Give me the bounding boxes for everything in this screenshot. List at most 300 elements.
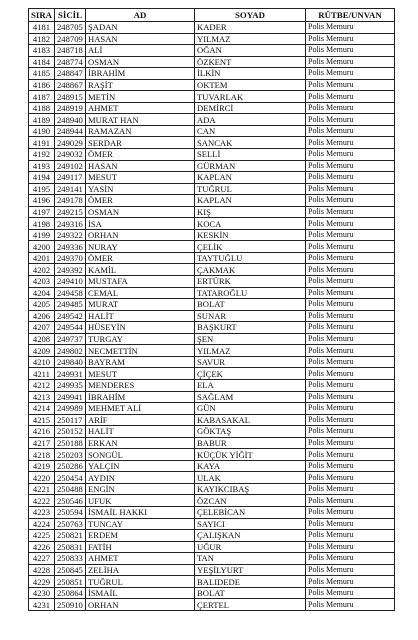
cell-sira: 4216 <box>29 426 55 438</box>
cell-ad: MURAT HAN <box>86 114 195 126</box>
cell-sira: 4199 <box>29 229 55 241</box>
cell-ad: AHMET <box>86 102 195 114</box>
cell-sira: 4222 <box>29 495 55 507</box>
cell-soyad: KAPLAN <box>195 172 306 184</box>
cell-sicil: 248915 <box>55 91 86 103</box>
cell-soyad: OĞAN <box>195 45 306 57</box>
cell-sicil: 250831 <box>55 541 86 553</box>
table-row <box>29 310 395 322</box>
cell-sicil: 249542 <box>55 310 86 322</box>
table-row <box>29 299 395 311</box>
cell-rutbe: Polis Memuru <box>306 45 395 57</box>
cell-soyad: UĞUR <box>195 541 306 553</box>
cell-ad: ARİF <box>86 414 195 426</box>
table-row <box>29 530 395 542</box>
cell-rutbe: Polis Memuru <box>306 576 395 588</box>
cell-sira: 4209 <box>29 345 55 357</box>
table-row <box>29 403 395 415</box>
table-row <box>29 553 395 565</box>
cell-sicil: 250286 <box>55 460 86 472</box>
table-row <box>29 114 395 126</box>
cell-sicil: 249485 <box>55 299 86 311</box>
cell-rutbe: Polis Memuru <box>306 495 395 507</box>
cell-sira: 4223 <box>29 506 55 518</box>
cell-ad: MUSTAFA <box>86 276 195 288</box>
cell-soyad: GÜRMAN <box>195 160 306 172</box>
cell-soyad: ADA <box>195 114 306 126</box>
cell-soyad: TAYTUĞLU <box>195 252 306 264</box>
cell-ad: İSMAİL HAKKI <box>86 506 195 518</box>
cell-soyad: TAN <box>195 553 306 565</box>
table-row <box>29 541 395 553</box>
table-row <box>29 483 395 495</box>
cell-rutbe: Polis Memuru <box>306 333 395 345</box>
cell-ad: NURAY <box>86 241 195 253</box>
cell-rutbe: Polis Memuru <box>306 530 395 542</box>
cell-rutbe: Polis Memuru <box>306 114 395 126</box>
cell-sicil: 248774 <box>55 56 86 68</box>
cell-sicil: 249102 <box>55 160 86 172</box>
personnel-table <box>28 8 395 611</box>
cell-sicil: 249840 <box>55 356 86 368</box>
table-row <box>29 68 395 80</box>
cell-sira: 4221 <box>29 483 55 495</box>
cell-sira: 4202 <box>29 264 55 276</box>
cell-ad: HALİT <box>86 310 195 322</box>
cell-rutbe: Polis Memuru <box>306 218 395 230</box>
cell-ad: İBRAHİM <box>86 391 195 403</box>
cell-soyad: SANCAK <box>195 137 306 149</box>
cell-rutbe: Polis Memuru <box>306 391 395 403</box>
table-row <box>29 518 395 530</box>
table-row <box>29 576 395 588</box>
cell-soyad: ÇELEBİCAN <box>195 506 306 518</box>
cell-ad: ZELİHA <box>86 564 195 576</box>
cell-sicil: 249935 <box>55 379 86 391</box>
table-row <box>29 322 395 334</box>
cell-ad: NECMETTİN <box>86 345 195 357</box>
cell-ad: HASAN <box>86 33 195 45</box>
cell-ad: YALÇIN <box>86 460 195 472</box>
cell-ad: ERKAN <box>86 437 195 449</box>
table-body <box>29 22 395 611</box>
cell-sicil: 250117 <box>55 414 86 426</box>
cell-sira: 4198 <box>29 218 55 230</box>
cell-sira: 4214 <box>29 403 55 415</box>
table-row <box>29 495 395 507</box>
cell-soyad: GÖKTAŞ <box>195 426 306 438</box>
cell-sira: 4217 <box>29 437 55 449</box>
cell-sicil: 249322 <box>55 229 86 241</box>
cell-ad: AHMET <box>86 553 195 565</box>
cell-ad: TUNCAY <box>86 518 195 530</box>
cell-rutbe: Polis Memuru <box>306 587 395 599</box>
cell-ad: UFUK <box>86 495 195 507</box>
table-row <box>29 426 395 438</box>
cell-sira: 4230 <box>29 587 55 599</box>
cell-rutbe: Polis Memuru <box>306 22 395 34</box>
cell-soyad: KAYA <box>195 460 306 472</box>
cell-rutbe: Polis Memuru <box>306 414 395 426</box>
cell-ad: ALİ <box>86 45 195 57</box>
cell-sicil: 249215 <box>55 206 86 218</box>
cell-rutbe: Polis Memuru <box>306 310 395 322</box>
cell-sicil: 249941 <box>55 391 86 403</box>
cell-ad: İSMAİL <box>86 587 195 599</box>
cell-sira: 4182 <box>29 33 55 45</box>
cell-soyad: BALIDEDE <box>195 576 306 588</box>
cell-sicil: 248709 <box>55 33 86 45</box>
cell-sicil: 250851 <box>55 576 86 588</box>
table-row <box>29 183 395 195</box>
cell-ad: İBRAHİM <box>86 68 195 80</box>
cell-sicil: 249989 <box>55 403 86 415</box>
cell-ad: TURGAY <box>86 333 195 345</box>
cell-soyad: YEŞİLYURT <box>195 564 306 576</box>
cell-sicil: 249392 <box>55 264 86 276</box>
cell-sira: 4206 <box>29 310 55 322</box>
cell-rutbe: Polis Memuru <box>306 276 395 288</box>
cell-ad: ENGİN <box>86 483 195 495</box>
cell-ad: METİN <box>86 91 195 103</box>
cell-rutbe: Polis Memuru <box>306 426 395 438</box>
cell-sicil: 250488 <box>55 483 86 495</box>
cell-rutbe: Polis Memuru <box>306 299 395 311</box>
cell-ad: HÜSEYİN <box>86 322 195 334</box>
table-row <box>29 91 395 103</box>
cell-sicil: 250864 <box>55 587 86 599</box>
cell-sicil: 250910 <box>55 599 86 611</box>
cell-sira: 4224 <box>29 518 55 530</box>
cell-rutbe: Polis Memuru <box>306 195 395 207</box>
table-row <box>29 599 395 611</box>
cell-soyad: KAYIKCIBAŞ <box>195 483 306 495</box>
table-row <box>29 391 395 403</box>
cell-soyad: ÇALIŞKAN <box>195 530 306 542</box>
cell-rutbe: Polis Memuru <box>306 79 395 91</box>
cell-rutbe: Polis Memuru <box>306 472 395 484</box>
cell-rutbe: Polis Memuru <box>306 287 395 299</box>
cell-sira: 4190 <box>29 125 55 137</box>
cell-rutbe: Polis Memuru <box>306 252 395 264</box>
table-row <box>29 241 395 253</box>
cell-soyad: BABUR <box>195 437 306 449</box>
cell-sira: 4226 <box>29 541 55 553</box>
cell-rutbe: Polis Memuru <box>306 599 395 611</box>
cell-sira: 4197 <box>29 206 55 218</box>
cell-soyad: DEMİRCİ <box>195 102 306 114</box>
table-row <box>29 333 395 345</box>
cell-sira: 4215 <box>29 414 55 426</box>
cell-rutbe: Polis Memuru <box>306 149 395 161</box>
cell-rutbe: Polis Memuru <box>306 264 395 276</box>
cell-rutbe: Polis Memuru <box>306 506 395 518</box>
table-row <box>29 22 395 34</box>
cell-sira: 4210 <box>29 356 55 368</box>
cell-sicil: 248919 <box>55 102 86 114</box>
cell-sira: 4228 <box>29 564 55 576</box>
cell-rutbe: Polis Memuru <box>306 241 395 253</box>
cell-sicil: 248867 <box>55 79 86 91</box>
cell-ad: CEMAL <box>86 287 195 299</box>
cell-sicil: 249458 <box>55 287 86 299</box>
table-row <box>29 287 395 299</box>
cell-ad: HASAN <box>86 160 195 172</box>
cell-sira: 4194 <box>29 172 55 184</box>
table-row <box>29 56 395 68</box>
table-row <box>29 229 395 241</box>
cell-rutbe: Polis Memuru <box>306 137 395 149</box>
cell-sira: 4193 <box>29 160 55 172</box>
table-row <box>29 368 395 380</box>
cell-sicil: 250833 <box>55 553 86 565</box>
cell-sira: 4220 <box>29 472 55 484</box>
table-row <box>29 276 395 288</box>
cell-ad: MESUT <box>86 368 195 380</box>
header-row <box>29 9 395 22</box>
cell-soyad: KADER <box>195 22 306 34</box>
cell-soyad: TUĞRUL <box>195 183 306 195</box>
table-row <box>29 472 395 484</box>
cell-sicil: 248718 <box>55 45 86 57</box>
cell-rutbe: Polis Memuru <box>306 460 395 472</box>
cell-rutbe: Polis Memuru <box>306 172 395 184</box>
cell-sicil: 249370 <box>55 252 86 264</box>
cell-rutbe: Polis Memuru <box>306 356 395 368</box>
cell-soyad: KOCA <box>195 218 306 230</box>
table-row <box>29 506 395 518</box>
cell-ad: BAYRAM <box>86 356 195 368</box>
cell-soyad: OKTEM <box>195 79 306 91</box>
cell-rutbe: Polis Memuru <box>306 322 395 334</box>
cell-sira: 4185 <box>29 68 55 80</box>
cell-sicil: 249544 <box>55 322 86 334</box>
table-row <box>29 79 395 91</box>
cell-sicil: 250546 <box>55 495 86 507</box>
cell-soyad: ERTÜRK <box>195 276 306 288</box>
cell-ad: ORHAN <box>86 229 195 241</box>
cell-sicil: 250845 <box>55 564 86 576</box>
cell-soyad: CAN <box>195 125 306 137</box>
cell-sicil: 250188 <box>55 437 86 449</box>
cell-sira: 4211 <box>29 368 55 380</box>
cell-sira: 4184 <box>29 56 55 68</box>
cell-sira: 4225 <box>29 530 55 542</box>
cell-rutbe: Polis Memuru <box>306 183 395 195</box>
cell-sicil: 250821 <box>55 530 86 542</box>
cell-soyad: BOLAT <box>195 587 306 599</box>
header-sicil: SİCİL <box>55 9 86 22</box>
cell-ad: TUĞRUL <box>86 576 195 588</box>
cell-ad: HALİT <box>86 426 195 438</box>
cell-soyad: SAĞLAM <box>195 391 306 403</box>
header-rutbe: RÜTBE/UNVAN <box>306 9 395 22</box>
cell-sicil: 249178 <box>55 195 86 207</box>
cell-ad: ÖMER <box>86 195 195 207</box>
cell-soyad: KÜÇÜK YİĞİT <box>195 449 306 461</box>
table-row <box>29 149 395 161</box>
cell-ad: MURAT <box>86 299 195 311</box>
cell-ad: İSA <box>86 218 195 230</box>
cell-sicil: 250594 <box>55 506 86 518</box>
cell-rutbe: Polis Memuru <box>306 553 395 565</box>
cell-rutbe: Polis Memuru <box>306 206 395 218</box>
cell-sicil: 249737 <box>55 333 86 345</box>
cell-sicil: 249141 <box>55 183 86 195</box>
cell-soyad: GÜN <box>195 403 306 415</box>
cell-soyad: KABASAKAL <box>195 414 306 426</box>
cell-sira: 4191 <box>29 137 55 149</box>
cell-sira: 4183 <box>29 45 55 57</box>
cell-sira: 4219 <box>29 460 55 472</box>
cell-rutbe: Polis Memuru <box>306 379 395 391</box>
cell-soyad: TATAROĞLU <box>195 287 306 299</box>
cell-soyad: İLKİN <box>195 68 306 80</box>
cell-ad: RAŞİT <box>86 79 195 91</box>
cell-rutbe: Polis Memuru <box>306 368 395 380</box>
cell-soyad: YILMAZ <box>195 33 306 45</box>
cell-ad: OSMAN <box>86 56 195 68</box>
table-row <box>29 345 395 357</box>
cell-sicil: 248847 <box>55 68 86 80</box>
cell-sicil: 248940 <box>55 114 86 126</box>
cell-soyad: ÖZCAN <box>195 495 306 507</box>
cell-soyad: ŞEN <box>195 333 306 345</box>
cell-ad: OSMAN <box>86 206 195 218</box>
table-row <box>29 356 395 368</box>
table-row <box>29 160 395 172</box>
table-row <box>29 206 395 218</box>
cell-ad: FATİH <box>86 541 195 553</box>
cell-rutbe: Polis Memuru <box>306 68 395 80</box>
cell-sira: 4229 <box>29 576 55 588</box>
cell-soyad: SAYICI <box>195 518 306 530</box>
header-ad: AD <box>86 9 195 22</box>
cell-sicil: 249117 <box>55 172 86 184</box>
table-row <box>29 195 395 207</box>
cell-rutbe: Polis Memuru <box>306 564 395 576</box>
cell-soyad: ULAK <box>195 472 306 484</box>
cell-sira: 4203 <box>29 276 55 288</box>
cell-rutbe: Polis Memuru <box>306 125 395 137</box>
table-row <box>29 102 395 114</box>
cell-ad: ŞADAN <box>86 22 195 34</box>
header-soyad: SOYAD <box>195 9 306 22</box>
cell-rutbe: Polis Memuru <box>306 229 395 241</box>
table-row <box>29 137 395 149</box>
cell-ad: ÖMER <box>86 252 195 264</box>
cell-rutbe: Polis Memuru <box>306 449 395 461</box>
cell-soyad: ÇAKMAK <box>195 264 306 276</box>
table-row <box>29 252 395 264</box>
cell-sicil: 249336 <box>55 241 86 253</box>
header-sira: SIRA <box>29 9 55 22</box>
cell-sicil: 249931 <box>55 368 86 380</box>
cell-sicil: 248944 <box>55 125 86 137</box>
cell-sira: 4188 <box>29 102 55 114</box>
cell-sira: 4204 <box>29 287 55 299</box>
cell-ad: MEHMET ALİ <box>86 403 195 415</box>
cell-soyad: ÇERTEL <box>195 599 306 611</box>
cell-sicil: 249316 <box>55 218 86 230</box>
cell-rutbe: Polis Memuru <box>306 160 395 172</box>
cell-soyad: ÖZKENT <box>195 56 306 68</box>
cell-ad: ERDEM <box>86 530 195 542</box>
table-row <box>29 449 395 461</box>
cell-soyad: ELA <box>195 379 306 391</box>
cell-soyad: YILMAZ <box>195 345 306 357</box>
cell-soyad: KAPLAN <box>195 195 306 207</box>
cell-sira: 4192 <box>29 149 55 161</box>
cell-sira: 4201 <box>29 252 55 264</box>
cell-rutbe: Polis Memuru <box>306 541 395 553</box>
cell-sira: 4227 <box>29 553 55 565</box>
table-row <box>29 33 395 45</box>
table-row <box>29 264 395 276</box>
cell-sicil: 250203 <box>55 449 86 461</box>
cell-rutbe: Polis Memuru <box>306 345 395 357</box>
cell-soyad: TUVARLAK <box>195 91 306 103</box>
cell-rutbe: Polis Memuru <box>306 437 395 449</box>
cell-soyad: KIŞ <box>195 206 306 218</box>
cell-ad: AYDIN <box>86 472 195 484</box>
cell-rutbe: Polis Memuru <box>306 518 395 530</box>
cell-sira: 4208 <box>29 333 55 345</box>
cell-soyad: KESKİN <box>195 229 306 241</box>
cell-ad: YASİN <box>86 183 195 195</box>
table-row <box>29 379 395 391</box>
cell-sicil: 249032 <box>55 149 86 161</box>
cell-sira: 4196 <box>29 195 55 207</box>
table-row <box>29 460 395 472</box>
table-row <box>29 414 395 426</box>
cell-sira: 4231 <box>29 599 55 611</box>
cell-soyad: BOLAT <box>195 299 306 311</box>
cell-ad: SERDAR <box>86 137 195 149</box>
cell-soyad: ÇELİK <box>195 241 306 253</box>
cell-ad: SONGÜL <box>86 449 195 461</box>
cell-ad: MENDERES <box>86 379 195 391</box>
cell-rutbe: Polis Memuru <box>306 483 395 495</box>
cell-sira: 4187 <box>29 91 55 103</box>
cell-sira: 4200 <box>29 241 55 253</box>
cell-sira: 4207 <box>29 322 55 334</box>
cell-sicil: 249029 <box>55 137 86 149</box>
table-row <box>29 437 395 449</box>
cell-soyad: SELLİ <box>195 149 306 161</box>
cell-sira: 4212 <box>29 379 55 391</box>
cell-sicil: 248705 <box>55 22 86 34</box>
cell-sicil: 250454 <box>55 472 86 484</box>
cell-ad: ORHAN <box>86 599 195 611</box>
cell-sira: 4218 <box>29 449 55 461</box>
cell-sira: 4189 <box>29 114 55 126</box>
cell-ad: MESUT <box>86 172 195 184</box>
cell-ad: RAMAZAN <box>86 125 195 137</box>
cell-sira: 4195 <box>29 183 55 195</box>
cell-sicil: 249410 <box>55 276 86 288</box>
cell-sira: 4213 <box>29 391 55 403</box>
cell-rutbe: Polis Memuru <box>306 33 395 45</box>
cell-sira: 4205 <box>29 299 55 311</box>
table-header <box>29 9 395 22</box>
cell-sira: 4186 <box>29 79 55 91</box>
cell-sira: 4181 <box>29 22 55 34</box>
cell-sicil: 250152 <box>55 426 86 438</box>
cell-rutbe: Polis Memuru <box>306 91 395 103</box>
cell-soyad: ÇİÇEK <box>195 368 306 380</box>
cell-soyad: SAVUR <box>195 356 306 368</box>
